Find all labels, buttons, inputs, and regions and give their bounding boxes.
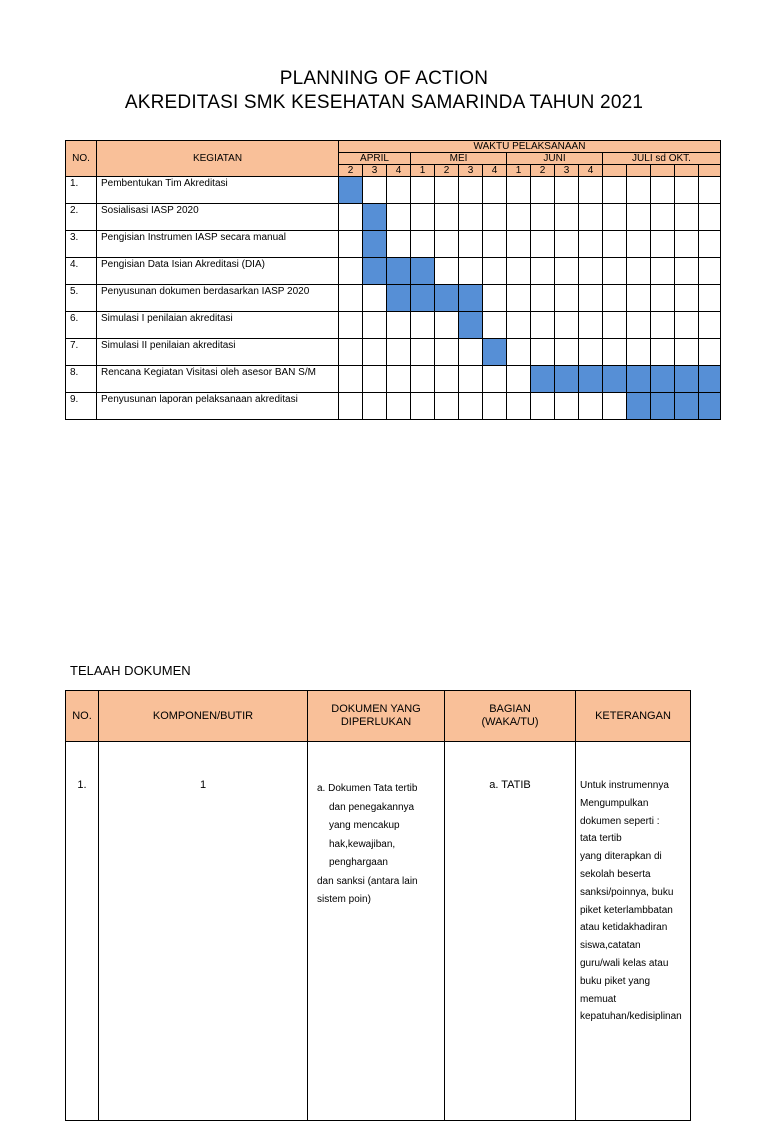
gantt-week-12 [603,165,627,177]
gantt-row [66,231,721,258]
gantt-row-activity: Pembentukan Tim Akreditasi [97,177,339,204]
gantt-empty-cell [459,177,483,204]
gantt-bar-cell [699,366,721,393]
telaah-header-keterangan: KETERANGAN [576,691,691,742]
dokumen-line: a. Dokumen Tata tertib [317,783,418,794]
gantt-header-kegiatan: KEGIATAN [97,141,339,177]
gantt-empty-cell [435,258,459,285]
gantt-row [66,285,721,312]
gantt-empty-cell [603,231,627,258]
gantt-table [65,140,721,420]
dokumen-line: dan penegakannya [329,801,415,813]
gantt-week-1: 2 [339,165,363,177]
gantt-bar-cell [531,366,555,393]
gantt-empty-cell [387,204,411,231]
gantt-empty-cell [411,231,435,258]
gantt-row-no: 1. [66,177,97,204]
gantt-empty-cell [675,285,699,312]
gantt-empty-cell [675,177,699,204]
gantt-empty-cell [699,312,721,339]
gantt-bar-cell [579,366,603,393]
gantt-bar-cell [555,366,579,393]
gantt-empty-cell [531,231,555,258]
gantt-week-7: 4 [483,165,507,177]
gantt-empty-cell [339,204,363,231]
gantt-empty-cell [507,366,531,393]
gantt-empty-cell [555,177,579,204]
gantt-empty-cell [555,312,579,339]
gantt-bar-cell [603,366,627,393]
gantt-empty-cell [603,312,627,339]
gantt-month-juni: JUNI [507,153,603,165]
gantt-empty-cell [603,204,627,231]
dokumen-line: dan sanksi (antara lain [317,875,418,887]
gantt-empty-cell [555,258,579,285]
keterangan-line: kepatuhan/kedisiplinan [580,1011,682,1023]
gantt-empty-cell [435,366,459,393]
gantt-bar-cell [459,312,483,339]
telaah-row-keterangan [576,742,691,1121]
gantt-bar-cell [387,285,411,312]
telaah-header-bagian-line-2: (WAKA/TU) [481,716,539,728]
gantt-empty-cell [507,177,531,204]
gantt-empty-cell [411,312,435,339]
keterangan-line: Mengumpulkan [580,797,649,809]
gantt-empty-cell [411,366,435,393]
gantt-week-11: 4 [579,165,603,177]
gantt-month-mei: MEI [411,153,507,165]
gantt-empty-cell [387,366,411,393]
gantt-empty-cell [675,312,699,339]
gantt-empty-cell [507,231,531,258]
gantt-empty-cell [651,339,675,366]
gantt-empty-cell [675,258,699,285]
gantt-empty-cell [339,393,363,420]
gantt-empty-cell [507,204,531,231]
gantt-empty-cell [699,204,721,231]
gantt-empty-cell [363,366,387,393]
gantt-week-6: 3 [459,165,483,177]
gantt-bar-cell [339,177,363,204]
gantt-row-activity: Sosialisasi IASP 2020 [97,204,339,231]
gantt-row-activity: Simulasi I penilaian akreditasi [97,312,339,339]
telaah-header-no: NO. [66,691,99,742]
gantt-empty-cell [627,204,651,231]
gantt-empty-cell [411,177,435,204]
gantt-empty-cell [579,231,603,258]
gantt-empty-cell [531,177,555,204]
gantt-empty-cell [555,393,579,420]
keterangan-line: sekolah beserta [580,868,651,880]
gantt-week-15 [675,165,699,177]
gantt-empty-cell [699,177,721,204]
telaah-header-dokumen-line-1: DOKUMEN YANG [331,703,421,715]
telaah-dokumen-title: TELAAH DOKUMEN [70,663,191,678]
gantt-empty-cell [651,285,675,312]
keterangan-line: piket keterlambbatan [580,904,673,916]
gantt-empty-cell [435,312,459,339]
keterangan-line: dokumen seperti : [580,815,660,827]
gantt-row-activity: Simulasi II penilaian akreditasi [97,339,339,366]
gantt-empty-cell [579,285,603,312]
gantt-empty-cell [627,177,651,204]
gantt-row-no: 6. [66,312,97,339]
gantt-empty-cell [483,312,507,339]
gantt-empty-cell [483,204,507,231]
gantt-empty-cell [459,366,483,393]
gantt-empty-cell [507,312,531,339]
gantt-row-activity: Rencana Kegiatan Visitasi oleh asesor BAN S/M [97,366,339,393]
keterangan-line: atau ketidakhadiran [580,922,668,934]
gantt-empty-cell [387,312,411,339]
gantt-empty-cell [459,339,483,366]
gantt-row-activity: Pengisian Data Isian Akreditasi (DIA) [97,258,339,285]
gantt-empty-cell [603,285,627,312]
gantt-empty-cell [531,258,555,285]
gantt-week-9: 2 [531,165,555,177]
keterangan-line: buku piket yang [580,975,651,987]
gantt-row [66,393,721,420]
gantt-empty-cell [531,204,555,231]
gantt-empty-cell [507,285,531,312]
gantt-row-no: 9. [66,393,97,420]
gantt-bar-cell [411,258,435,285]
telaah-header-bagian [445,691,576,742]
gantt-empty-cell [339,312,363,339]
gantt-header-waktu: WAKTU PELAKSANAAN [339,141,721,153]
gantt-empty-cell [387,339,411,366]
gantt-empty-cell [699,339,721,366]
telaah-row-bagian: a. TATIB [445,742,576,1121]
gantt-empty-cell [699,258,721,285]
gantt-empty-cell [339,231,363,258]
gantt-empty-cell [435,393,459,420]
gantt-row-no: 3. [66,231,97,258]
gantt-bar-cell [435,285,459,312]
gantt-week-13 [627,165,651,177]
dokumen-line: sistem poin) [317,894,371,905]
gantt-empty-cell [483,258,507,285]
gantt-empty-cell [651,312,675,339]
gantt-week-3: 4 [387,165,411,177]
gantt-empty-cell [651,204,675,231]
telaah-header-bagian-line-1: BAGIAN [489,703,531,715]
gantt-bar-cell [363,231,387,258]
gantt-empty-cell [435,204,459,231]
gantt-empty-cell [531,393,555,420]
gantt-empty-cell [339,366,363,393]
gantt-empty-cell [435,339,459,366]
gantt-week-8: 1 [507,165,531,177]
gantt-empty-cell [483,366,507,393]
gantt-empty-cell [627,339,651,366]
gantt-empty-cell [387,393,411,420]
gantt-week-14 [651,165,675,177]
telaah-header-dokumen-line-2: DIPERLUKAN [340,716,412,728]
keterangan-line: guru/wali kelas atau [580,957,669,969]
gantt-empty-cell [507,339,531,366]
gantt-row [66,339,721,366]
gantt-empty-cell [603,258,627,285]
gantt-empty-cell [483,393,507,420]
gantt-empty-cell [363,339,387,366]
gantt-month-april: APRIL [339,153,411,165]
gantt-week-5: 2 [435,165,459,177]
page-title-line-2: AKREDITASI SMK KESEHATAN SAMARINDA TAHUN 2021 [124,92,644,113]
gantt-empty-cell [363,312,387,339]
keterangan-line: tata tertib [580,833,622,845]
gantt-empty-cell [627,312,651,339]
gantt-row [66,312,721,339]
gantt-row-activity: Penyusunan laporan pelaksanaan akreditasi [97,393,339,420]
gantt-empty-cell [627,231,651,258]
gantt-row-activity: Penyusunan dokumen berdasarkan IASP 2020 [97,285,339,312]
gantt-empty-cell [579,339,603,366]
gantt-empty-cell [339,339,363,366]
gantt-empty-cell [387,177,411,204]
gantt-empty-cell [339,285,363,312]
gantt-empty-cell [483,231,507,258]
gantt-bar-cell [627,366,651,393]
gantt-empty-cell [627,285,651,312]
gantt-bar-cell [651,393,675,420]
gantt-empty-cell [579,393,603,420]
gantt-empty-cell [459,204,483,231]
gantt-bar-cell [699,393,721,420]
gantt-empty-cell [579,258,603,285]
gantt-empty-cell [483,285,507,312]
gantt-empty-cell [603,393,627,420]
gantt-row-activity: Pengisian Instrumen IASP secara manual [97,231,339,258]
gantt-bar-cell [483,339,507,366]
gantt-row [66,204,721,231]
gantt-empty-cell [651,258,675,285]
gantt-empty-cell [579,204,603,231]
gantt-empty-cell [555,231,579,258]
gantt-empty-cell [603,339,627,366]
gantt-empty-cell [579,312,603,339]
gantt-bar-cell [675,366,699,393]
telaah-row-dokumen [308,742,445,1121]
gantt-empty-cell [363,393,387,420]
gantt-row [66,366,721,393]
dokumen-line: penghargaan [329,857,388,868]
dokumen-line: yang mencakup [329,820,400,831]
keterangan-line: memuat [580,993,617,1005]
gantt-bar-cell [651,366,675,393]
gantt-row-no: 7. [66,339,97,366]
gantt-week-2: 3 [363,165,387,177]
gantt-empty-cell [411,204,435,231]
gantt-empty-cell [579,177,603,204]
gantt-bar-cell [627,393,651,420]
telaah-row-no: 1. [66,742,99,1121]
gantt-empty-cell [411,339,435,366]
gantt-empty-cell [555,204,579,231]
gantt-week-10: 3 [555,165,579,177]
gantt-row-no: 4. [66,258,97,285]
gantt-empty-cell [507,393,531,420]
telaah-header-dokumen [308,691,445,742]
gantt-empty-cell [555,339,579,366]
gantt-empty-cell [507,258,531,285]
gantt-empty-cell [435,177,459,204]
gantt-row-no: 5. [66,285,97,312]
keterangan-line: siswa,catatan [580,940,641,952]
gantt-empty-cell [651,177,675,204]
keterangan-line: Untuk instrumennya [580,780,669,791]
gantt-empty-cell [435,231,459,258]
gantt-row-no: 2. [66,204,97,231]
gantt-header-no: NO. [66,141,97,177]
keterangan-line: yang diterapkan di [580,851,662,863]
gantt-month-juli-okt: JULI sd OKT. [603,153,721,165]
gantt-empty-cell [699,231,721,258]
gantt-row-no: 8. [66,366,97,393]
gantt-empty-cell [699,285,721,312]
gantt-row [66,177,721,204]
telaah-dokumen-table [65,690,691,1121]
gantt-empty-cell [531,312,555,339]
telaah-header-komponen: KOMPONEN/BUTIR [99,691,308,742]
gantt-empty-cell [459,258,483,285]
keterangan-line: sanksi/poinnya, buku [580,886,674,898]
gantt-bar-cell [459,285,483,312]
gantt-row [66,258,721,285]
gantt-empty-cell [411,393,435,420]
gantt-empty-cell [483,177,507,204]
gantt-empty-cell [387,231,411,258]
gantt-empty-cell [675,231,699,258]
gantt-empty-cell [675,339,699,366]
gantt-empty-cell [459,231,483,258]
gantt-empty-cell [531,339,555,366]
gantt-bar-cell [411,285,435,312]
gantt-bar-cell [387,258,411,285]
gantt-week-16 [699,165,721,177]
gantt-empty-cell [531,285,555,312]
gantt-empty-cell [603,177,627,204]
gantt-empty-cell [459,393,483,420]
gantt-empty-cell [651,231,675,258]
page-title-line-1: PLANNING OF ACTION [279,68,489,89]
gantt-empty-cell [555,285,579,312]
gantt-empty-cell [363,177,387,204]
gantt-empty-cell [627,258,651,285]
gantt-week-4: 1 [411,165,435,177]
gantt-empty-cell [675,204,699,231]
gantt-bar-cell [363,204,387,231]
gantt-bar-cell [363,258,387,285]
gantt-empty-cell [363,285,387,312]
gantt-empty-cell [339,258,363,285]
telaah-row-komponen: 1 [99,742,308,1121]
gantt-bar-cell [675,393,699,420]
dokumen-line: hak,kewajiban, [329,838,396,850]
